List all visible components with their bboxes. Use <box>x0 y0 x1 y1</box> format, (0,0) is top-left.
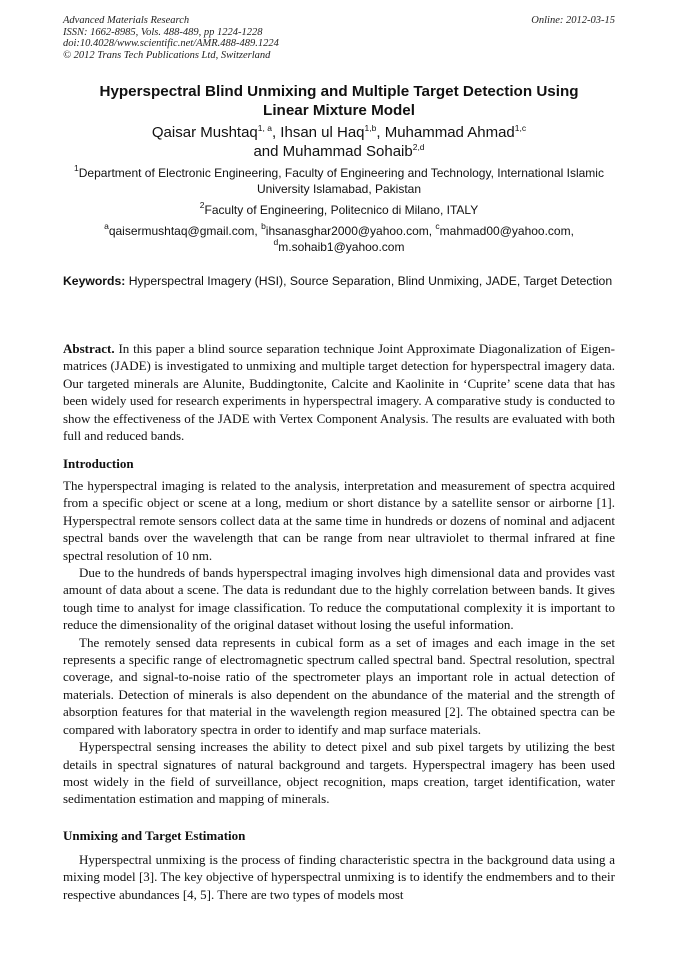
doi-line: doi:10.4028/www.scientific.net/AMR.488-489.1224 <box>63 38 279 50</box>
unmixing-paragraph-1: Hyperspectral unmixing is the process of finding characteristic spectra in the background data using a mixing model [3]. The key objective of hyperspectral unmixing is to identify the endmembers and to their respective abundances [4, 5]. There are two types of models most <box>63 852 615 902</box>
email-a[interactable]: qaisermushtaq@gmail.com, <box>108 224 262 238</box>
email-c[interactable]: mahmad00@yahoo.com, <box>439 224 574 238</box>
affiliation-1-text: Department of Electronic Engineering, Faculty of Engineering and Technology, International Islamic University Islamabad, Pakistan <box>78 166 604 196</box>
title-line-1: Hyperspectral Blind Unmixing and Multiple Target Detection Using <box>99 83 579 100</box>
keywords-text: Hyperspectral Imagery (HSI), Source Separation, Blind Unmixing, JADE, Target Detection <box>125 274 613 288</box>
journal-name: Advanced Materials Research <box>63 15 190 26</box>
author-2: , Ihsan ul Haq <box>271 124 365 141</box>
author-4: and Muhammad Sohaib <box>253 143 413 160</box>
abstract-label: Abstract. <box>63 341 115 356</box>
author-emails <box>63 223 615 255</box>
email-d[interactable]: m.sohaib1@yahoo.com <box>278 240 405 254</box>
email-b-sup: b <box>261 221 266 231</box>
author-line-1 <box>63 123 615 142</box>
email-b[interactable]: ihsanasghar2000@yahoo.com, <box>265 224 436 238</box>
author-3: , Muhammad Ahmad <box>376 124 515 141</box>
running-header <box>63 15 279 61</box>
keywords-section <box>63 273 615 289</box>
introduction-heading: Introduction <box>63 456 134 471</box>
abstract-text: In this paper a blind source separation technique Joint Approximate Diagonalization of Eigen-matrices (JADE) is investigated to unmixing and multiple target detection for hyperspectral imagery data. Our targeted minerals are Alunite, Buddingtonite, Calcite and Kaolinite in ‘Cuprite’ scene data that has been widely used for research experiments in hyperspectral imagery. A comparative study is conducted to show the effectiveness of the JADE with Vertex Component Analysis. The results are evaluated with both full and reduced bands. <box>63 341 615 444</box>
email-a-sup: a <box>104 221 109 231</box>
email-d-sup: d <box>273 237 279 247</box>
abstract-section <box>63 340 615 444</box>
author-list <box>63 123 615 161</box>
introduction-body <box>63 477 615 808</box>
author-line-2 <box>63 142 615 161</box>
copyright-line: © 2012 Trans Tech Publications Ltd, Switzerland <box>63 49 271 61</box>
affiliation-1-sup: 1 <box>74 163 79 173</box>
unmixing-body <box>63 851 615 903</box>
affiliation-2-sup: 2 <box>199 200 205 210</box>
author-1: Qaisar Mushtaq <box>151 124 258 141</box>
author-1-sup: 1, a <box>257 123 272 133</box>
email-c-sup: c <box>435 221 440 231</box>
intro-paragraph-4: Hyperspectral sensing increases the ability to detect pixel and sub pixel targets by utilizing the best details in spectral signatures of natural background and targets. Hyperspectral imagery has been used most widely in the field of surveillance, object recognition, maps creation, target identification, water sedimentation estimation and mapping of minerals. <box>63 739 615 807</box>
author-4-sup: 2,d <box>412 142 425 152</box>
author-2-sup: 1,b <box>364 123 377 133</box>
affiliation-2-text: Faculty of Engineering, Politecnico di Milano, ITALY <box>204 203 479 217</box>
affiliation-1 <box>63 165 615 197</box>
affiliation-2 <box>63 202 615 218</box>
online-date: Online: 2012-03-15 <box>531 15 615 26</box>
paper-title <box>63 82 615 120</box>
keywords-label: Keywords: <box>63 274 126 288</box>
title-line-2: Linear Mixture Model <box>263 102 415 119</box>
intro-paragraph-2: Due to the hundreds of bands hyperspectral imaging involves high dimensional data and provides vast amount of data about a scene. The data is redundant due to the highly correlation between bands. It gives tough time to analyst for image classification. To reduce the computational complexity it is important to reduce the dimensionality of the original dataset without losing the useful information. <box>63 565 615 633</box>
intro-paragraph-1: The hyperspectral imaging is related to the analysis, interpretation and measurement of spectra acquired from a specific object or scene at a long, medium or short distance by a satellite sensor or airborne [1]. Hyperspectral remote sensors collect data at the same time in hundreds or dozens of nominal and adjacent spectral bands over the wavelength that can be range from near ultraviolet to thermal infrared at fine spectral resolution of 10 nm. <box>63 478 615 563</box>
author-3-sup: 1,c <box>514 123 527 133</box>
issn-line: ISSN: 1662-8985, Vols. 488-489, pp 1224-1228 <box>63 26 263 38</box>
intro-paragraph-3: The remotely sensed data represents in cubical form as a set of images and each image in the set represents a specific range of electromagnetic spectrum called spectral band. Spectral resolution, spectral coverage, and signal-to-noise ratio of the spectrometer plays an important role in actual detection of materials. Detection of minerals is also dependent on the abundance of the material and the strength of absorption features for that material in the wavelength region measured [2]. The obtained spectra can be compared with laboratory spectra in order to identify and map surface materials. <box>63 634 615 737</box>
unmixing-heading: Unmixing and Target Estimation <box>63 828 246 843</box>
